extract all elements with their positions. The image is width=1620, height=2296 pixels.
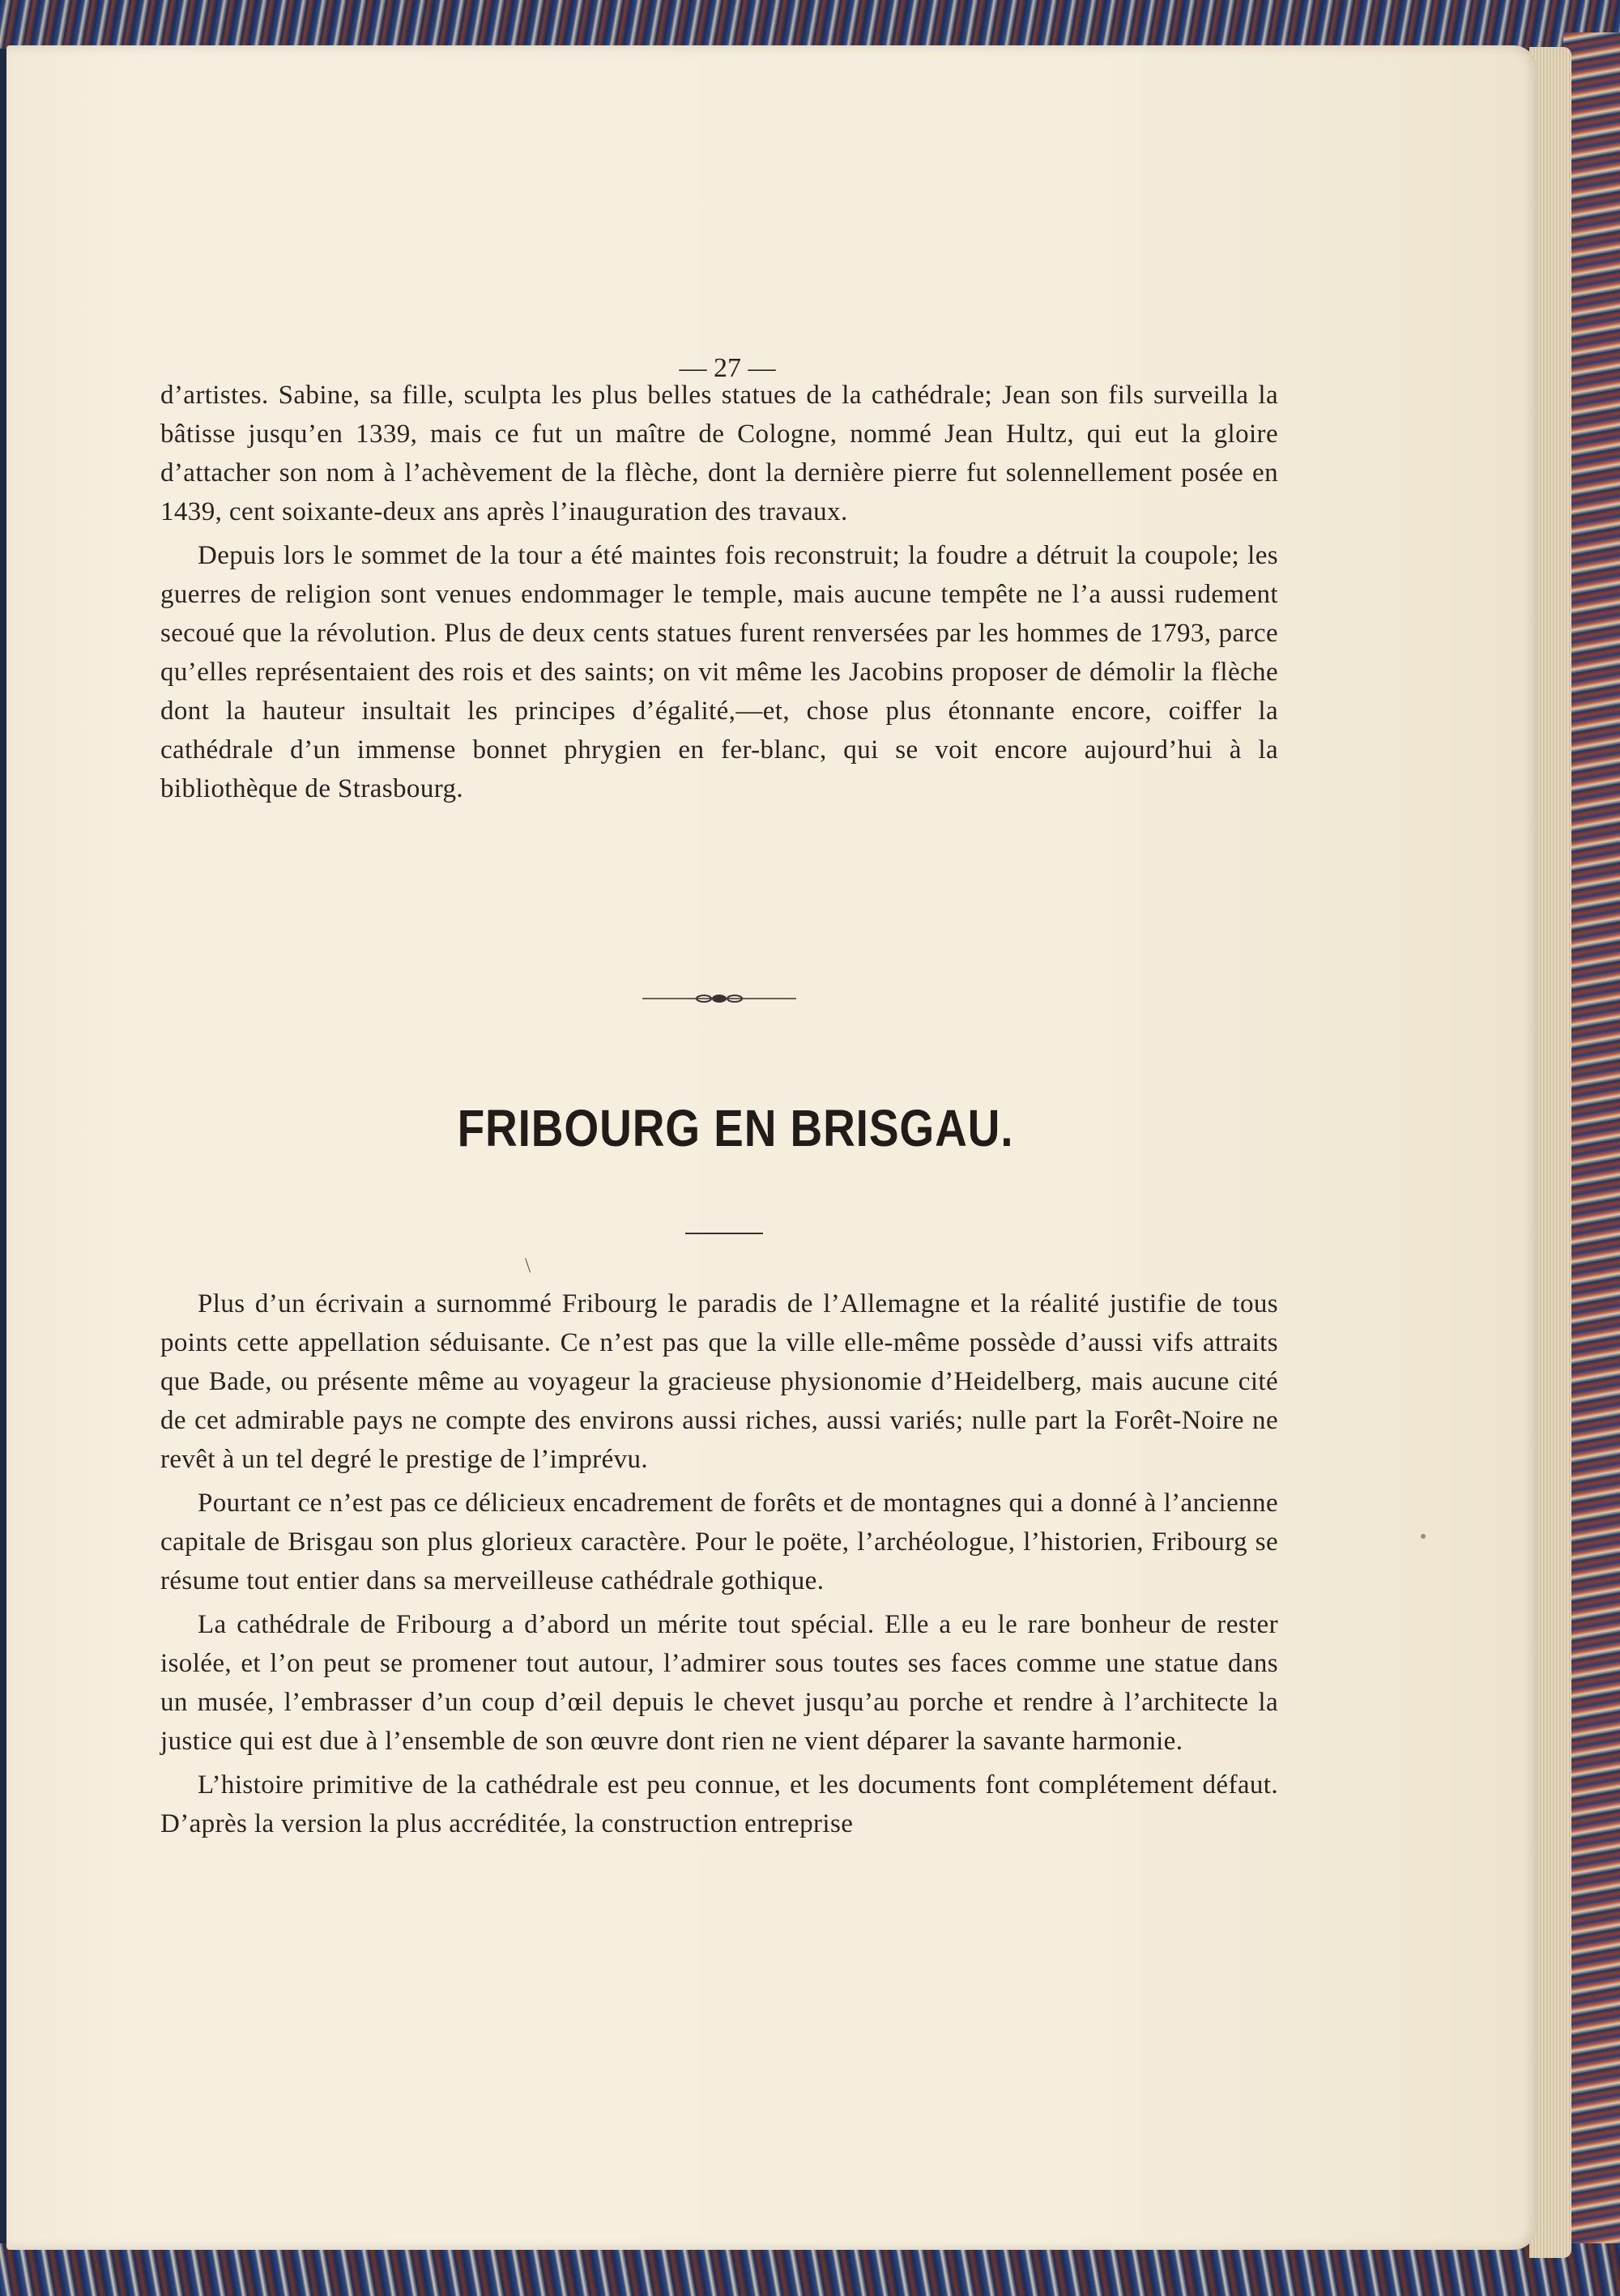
page-number: — 27 —: [679, 353, 776, 383]
section-title: FRIBOURG EN BRISGAU.: [457, 1099, 1014, 1157]
section-1-text: [160, 376, 1278, 813]
marbled-bottom-edge: [0, 2243, 1620, 2296]
book-page: [6, 45, 1537, 2250]
paragraph: Pourtant ce n’est pas ce délicieux encadrement de forêts et de montagnes qui a donné à l’ancienne capitale de Brisgau son plus glorieux caractère. Pour le poëte, l’archéologue, l’historien, Fribourg se résume tout entier dans sa merveilleuse cathédrale gothique.: [160, 1489, 1278, 1595]
section-2-text: [160, 1284, 1278, 1848]
stray-mark: \: [525, 1254, 531, 1277]
paragraph: Plus d’un écrivain a surnommé Fribourg le paradis de l’Allemagne et la réalité justifie de tous points cette appellation séduisante. Ce n’est pas que la ville elle-même possède d’aussi vifs attraits que Bade, ou présente même au voyageur la gracieuse physionomie d’Heidelberg, mais aucune cité de cet admirable pays ne compte des environs aussi riches, aussi variés; nulle part la Forêt-Noire ne revêt à un tel degré le prestige de l’imprévu.: [160, 1289, 1278, 1474]
paragraph: d’artistes. Sabine, sa fille, sculpta les plus belles statues de la cathédrale; Jean son fils surveilla la bâtisse jusqu’en 1339, mais ce fut un maître de Cologne, nommé Jean Hultz, qui eut la gloire d’attacher son nom à l’achèvement de la flèche, dont la dernière pierre fut solennellement posée en 1439, cent soixante-deux ans après l’inauguration des travaux.: [160, 381, 1278, 526]
ornament-divider-icon: [642, 990, 796, 1007]
paragraph: L’histoire primitive de la cathédrale est peu connue, et les documents font complétement défaut. D’après la version la plus accréditée, la construction entreprise: [160, 1770, 1278, 1838]
paragraph: Depuis lors le sommet de la tour a été maintes fois reconstruit; la foudre a détruit la coupole; les guerres de religion sont venues endommager le temple, mais aucune tempête ne l’a aussi rudement secoué que la révolution. Plus de deux cents statues furent renversées par les hommes de 1793, parce qu’elles représentaient des rois et des saints; on vit même les Jacobins proposer de démolir la flèche dont la hauteur insultait les principes d’égalité,—et, chose plus étonnante encore, coiffer la cathédrale d’un immense bonnet phrygien en fer-blanc, qui se voit encore aujourd’hui à la bibliothèque de Strasbourg.: [160, 541, 1278, 803]
paragraph: La cathédrale de Fribourg a d’abord un mérite tout spécial. Elle a eu le rare bonheur de rester isolée, et l’on peut se promener tout autour, l’admirer sous toutes ses faces comme une statue dans un musée, l’embrasser d’un coup d’œil depuis le chevet jusqu’au porche et rendre à l’architecte la justice qui est due à l’ensemble de son œuvre dont rien ne vient déparer la savante harmonie.: [160, 1610, 1278, 1756]
marbled-right-edge: [1563, 32, 1620, 2268]
marbled-top-edge: [0, 0, 1620, 49]
title-rule: [685, 1233, 763, 1234]
speck: [1421, 1534, 1426, 1539]
